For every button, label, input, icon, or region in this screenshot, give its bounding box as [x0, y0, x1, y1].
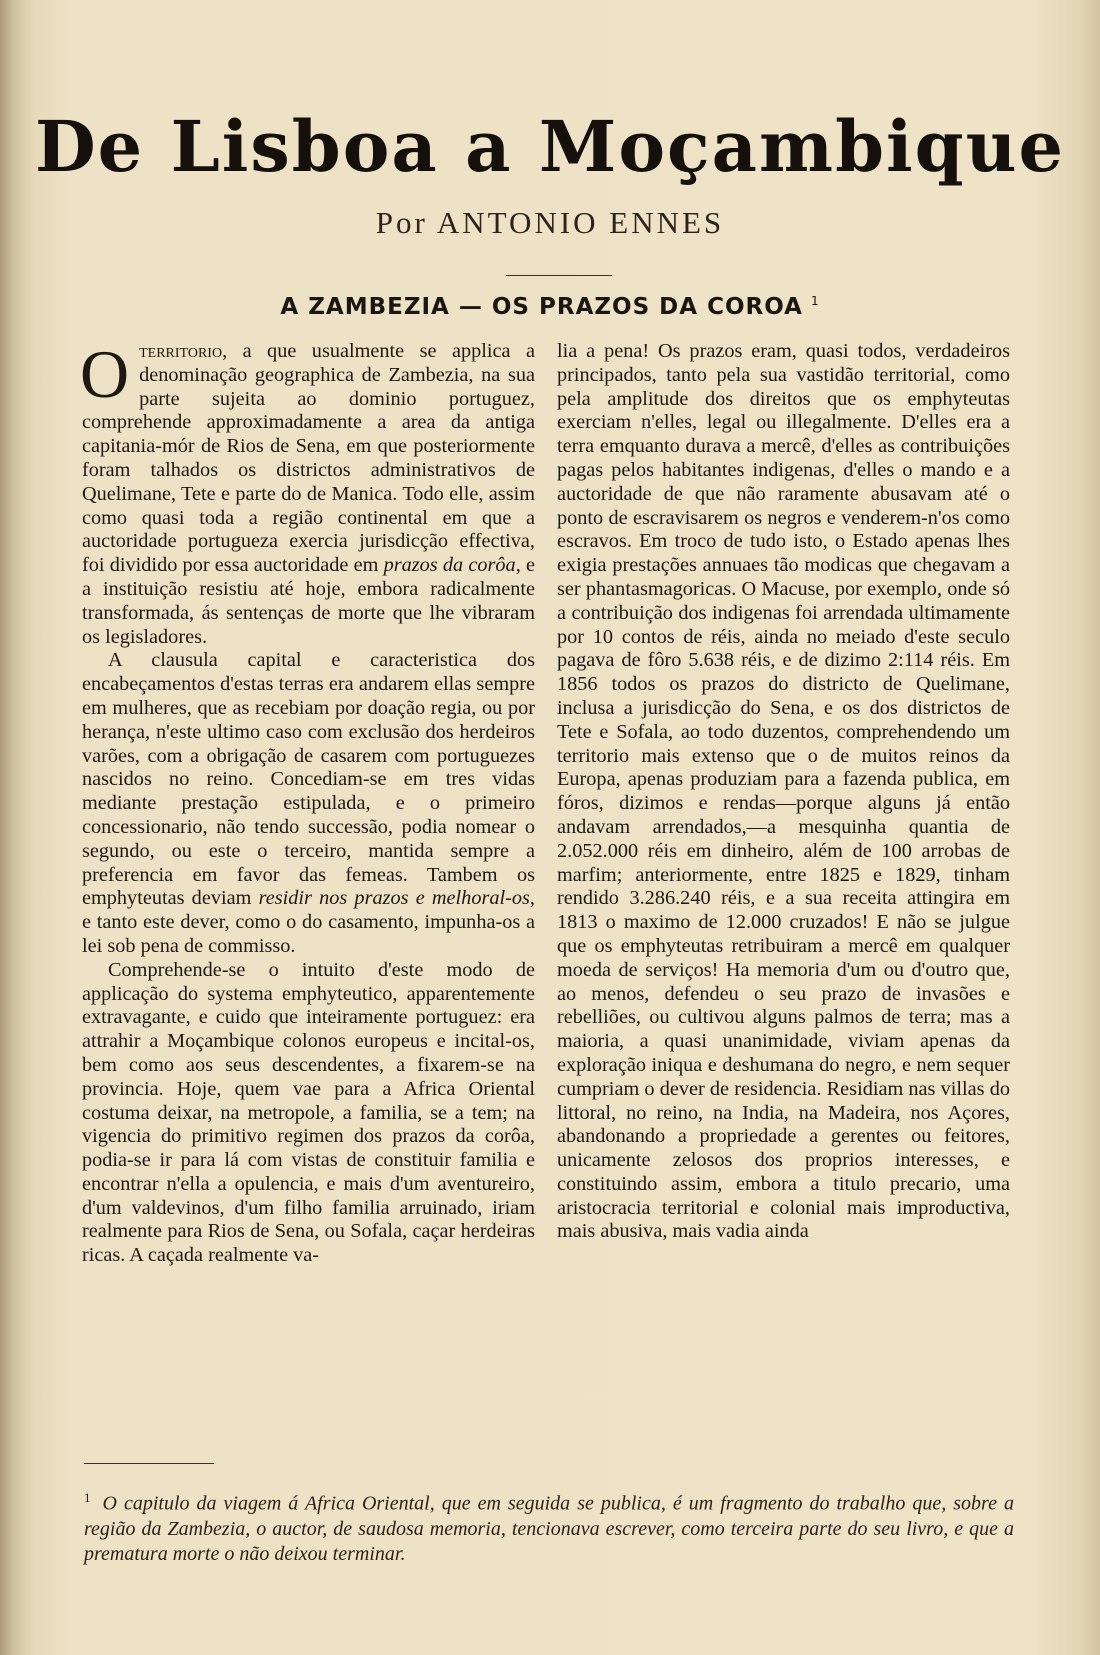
text-run: A clausula capital e caracteristica dos encabeçamentos d'estas terras era andarem ellas sempre em mulheres, que as recebiam por doação regia, ou por herança, n'este ultimo caso com exclusão dos herdeiros varões, com a obrigação de casarem com portuguezes nascidos no reino. Concediam-se em tres vidas mediante prestação estipulada, e o primeiro concessionario, não tendo successão, podia nomear o segundo, ou este o terceiro, mantida sempre a preferencia em favor das femeas. Tambem os emphyteutas deviam	[82, 649, 535, 910]
paragraph	[80, 336, 535, 649]
footnote	[84, 1485, 1014, 1567]
italic-term: prazos da corôa	[383, 554, 516, 577]
right-column	[557, 340, 1010, 1244]
paragraph: Comprehende-se o intuito d'este modo de applicação do systema emphyteutico, apparentemente extravagante, e cuido que inteiramente portuguez: era attrahir a Moçambique colonos europeus e incital-os, bem como aos seus descendentes, a fixarem-se na provincia. Hoje, quem vae para a Africa Oriental costuma deixar, na metropole, a familia, se a tem; na vigencia do primitivo regimen dos prazos da corôa, podia-se ir para lá com vistas de constituir familia e encontrar n'ella a opulencia, e mais d'um aventureiro, d'um valdevinos, d'um filho familia arruinado, iriam realmente para Rios de Sena, ou Sofala, caçar herdeiras ricas. A caçada realmente va-	[82, 958, 535, 1267]
text-run: a que usualmente se applica a denominação geographica de Zambezia, na sua parte sujeita ao dominio portuguez, comprehende approximadamente a area da antiga capitania-mór de Rios de Sena, em que posteriormente foram talhados os districtos administrativos de Quelimane, Tete e parte do de Manica. Todo elle, assim como quasi toda a região continental em que a auctoridade portugueza exercia jurisdicção effectiva, foi dividido por essa auctoridade em	[82, 340, 535, 577]
footnote-marker: 1	[84, 1490, 91, 1505]
article-title: De Lisboa a Moçambique	[34, 105, 1066, 188]
opening-word: territorio,	[139, 340, 228, 362]
drop-cap: O	[80, 336, 130, 412]
text-run: , e a instituição resistiu até hoje, embora radicalmente transformada, ás sentenças de morte que lhe vibraram os legisladores.	[82, 554, 535, 648]
author-byline: Por ANTONIO ENNES	[375, 205, 725, 240]
footnote-reference: 1	[810, 294, 820, 309]
section-heading	[0, 294, 1100, 320]
footnote-text: O capitulo da viagem á Africa Oriental, que em seguida se publica, é um fragmento do trabalho que, sobre a região da Zambezia, o auctor, de saudosa memoria, tencionava escrever, como terceira parte do seu livro, e que a prematura morte o não deixou terminar.	[84, 1492, 1014, 1565]
footnote-divider	[84, 1463, 214, 1464]
paragraph	[82, 649, 535, 958]
title-divider	[506, 275, 612, 276]
left-column	[80, 336, 535, 1268]
section-heading-text: A ZAMBEZIA — OS PRAZOS DA COROA	[280, 294, 803, 320]
paragraph: lia a pena! Os prazos eram, quasi todos, verdadeiros principados, tanto pela sua vastidão territorial, como pela amplitude dos direitos que os emphyteutas exerciam n'elles, legal ou illegalmente. D'elles era a terra emquanto durava a mercê, d'elles as contribuições pagas pelos habitantes indigenas, d'elles o mando e a auctoridade de que não raramente abusavam até o ponto de escravisarem os negros e venderem-n'os como escravos. Em troco de tudo isto, o Estado apenas lhes exigia prestações annuaes tão modicas que chegavam a ser phantasmagoricas. O Macuse, por exemplo, onde só a contribuição dos indigenas foi arrendada ultimamente por 10 contos de réis, ainda no meiado d'este seculo pagava de fôro 5.638 réis, e de dizimo 2:114 réis. Em 1856 todos os prazos do districto de Quelimane, inclusa a jurisdicção do Sena, e os dos districtos de Tete e Sofala, ao todo duzentos, comprehendendo um territorio mais extenso que o de muitos reinos da Europa, apenas produziam para a fazenda publica, em fóros, dizimos e rendas—porque alguns já então andavam arrendados,—a mesquinha quantia de 2.052.000 réis em dinheiro, além de 100 arrobas de marfim; anteriormente, entre 1825 e 1829, tinham rendido 3.286.240 réis, e a sua receita attingira em 1813 o maximo de 12.000 cruzados! E não se julgue que os emphyteutas retribuiram a mercê em qualquer moeda de serviços! Ha memoria d'um ou d'outro que, ao menos, defendeu o seu prazo de invasões e rebelliões, ou cultivou alguns palmos de terra; mas a maioria, a quasi unanimidade, viviam apenas da exploração iniqua e deshumana do negro, e nem sequer cumpriam o dever de residencia. Residiam nas villas do littoral, no reino, na India, na Madeira, nos Açores, abandonando a propriedade a gerentes ou feitores, unicamente zelosos dos proprios interesses, e constituindo assim, embora a titulo precario, uma aristocracia territorial e colonial mais improductiva, mais abusiva, mais vadia ainda	[557, 340, 1010, 1243]
text-run: , e tanto este dever, como o do casamento, impunha-os a lei sob pena de commisso.	[82, 887, 535, 957]
italic-term: residir nos prazos e melhoral-os	[258, 887, 530, 910]
